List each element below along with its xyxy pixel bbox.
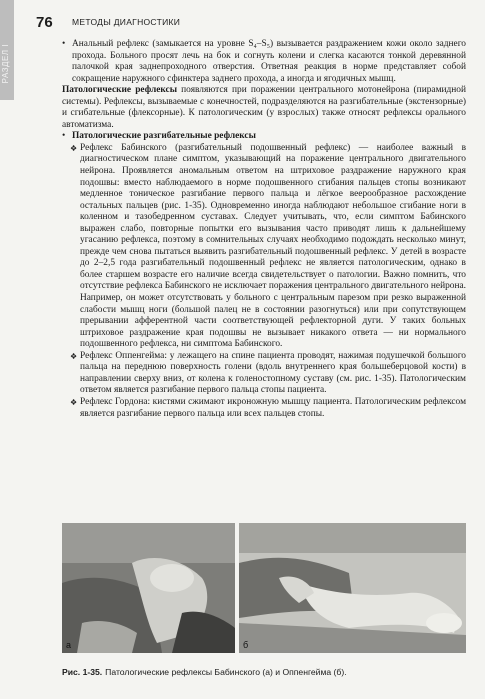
page-number: 76 bbox=[36, 14, 53, 31]
extensor-heading: Патологические разгибательные рефлексы bbox=[72, 131, 256, 142]
caption-text: Патологические рефлексы Бабинского (а) и Оппенгейма (б). bbox=[105, 667, 347, 677]
babinski-photo-illustration bbox=[62, 523, 235, 653]
bullet-marker: • bbox=[62, 39, 66, 49]
diamond-bullet-icon: ❖ bbox=[70, 397, 78, 407]
photo-label-a: а bbox=[66, 640, 72, 650]
babinski-paragraph bbox=[62, 143, 466, 351]
extensor-heading-paragraph bbox=[62, 131, 466, 143]
figure-caption bbox=[62, 667, 472, 677]
pathological-intro-paragraph bbox=[62, 85, 466, 131]
diamond-bullet-icon: ❖ bbox=[70, 351, 78, 361]
photo-oppenheim-reflex bbox=[239, 523, 466, 653]
section-side-tab bbox=[0, 0, 14, 100]
body-text bbox=[62, 39, 466, 420]
babinski-text: Рефлекс Бабинского (разгибательный подошвенный рефлекс) — наиболее важный в диагностическом плане симптом, указывающий на поражение центрального двигательного нейрона. Проявляется аномальным ответом на штриховое раздражение наружного края подошвы: вместо наблюдаемого в норме подошвенного сгибания пальцев стопы возникают медленное тоническое разгибание первого пальца и лёгкое веерообразное расхождение остальных пальцев (рис. 1-35). Одновременно иногда наблюдают небольшое сгибание ноги в коленном и тазобедренном суставах. Следует учитывать, что, если симптом Бабинского выражен слабо, повторные попытки его вызывания часто приводят лишь к дальнейшему угасанию рефлекса, поэтому в сомнительных случаях необходимо подождать несколько минут, прежде чем снова пытаться выявить разгибательный подошвенный рефлекс. У детей в возрасте до 2–2,5 года разгибательный подошвенный рефлекс не является патологическим, однако в более старшем возрасте его наличие всегда свидетельствует о патологии. Важно помнить, что отсутствие рефлекса Бабинского не исключает поражения центрального двигательного нейрона. Например, он может отсутствовать у больного с центральным парезом при резко выраженной слабости мышц ноги (большой палец не в состоянии разогнуться) или при сопутствующем прерывании афферентной части соответствующей рефлекторной дуги. У таких больных штриховое раздражение края подошвы не вызывает никакого ответа — ни нормального подошвенного рефлекса, ни симптома Бабинского. bbox=[80, 142, 466, 350]
section-tab-label: РАЗДЕЛ I bbox=[1, 44, 10, 84]
gordon-text: Рефлекс Гордона: кистями сжимают икроножную мышцу пациента. Патологическим рефлексом является разгибание первого пальца или всех пальцев стопы. bbox=[80, 396, 466, 419]
photo-label-b: б bbox=[243, 640, 249, 650]
photo-babinski-reflex bbox=[62, 523, 235, 653]
oppenheim-paragraph bbox=[62, 351, 466, 397]
gordon-paragraph bbox=[62, 397, 466, 420]
figure-1-35 bbox=[62, 523, 466, 653]
pathological-intro-bold: Патологические рефлексы bbox=[62, 85, 178, 96]
caption-number: Рис. 1-35. bbox=[62, 667, 103, 677]
running-head: МЕТОДЫ ДИАГНОСТИКИ bbox=[72, 17, 181, 27]
pathological-intro-text: появляются при поражении центрального мотонейрона (пирамидной системы). Рефлексы, вызываемые с конечностей, подразделяются на разгибательные (экстензорные) и сгибательные (флексорные). К патологическим (у взрослых) также относят рефлексы орального автоматизма. bbox=[62, 85, 467, 130]
bullet-marker: • bbox=[62, 131, 66, 142]
anal-reflex-text: Анальный рефлекс (замыкается на уровне S₄–S₅) вызывается раздражением кожи около заднего прохода. Больного просят лечь на бок и согнуть колени и слегка касаются тонкой деревянной палочкой края заднепроходного отверстия. Ответная реакция в норме представляет собой сокращение наружного сфинктера заднего прохода, а иногда и ягодичных мышц. bbox=[72, 39, 466, 84]
oppenheim-text: Рефлекс Оппенгейма: у лежащего на спине пациента проводят, нажимая подушечкой большого пальца на переднюю поверхность голени (вдоль внутреннего края большеберцовой кости) в направлении сверху вниз, от колена к голеностопному суставу (см. рис. 1-35). Патологическим ответом является разгибание первого пальца стопы пациента. bbox=[80, 350, 466, 396]
oppenheim-photo-illustration bbox=[239, 523, 466, 653]
anal-reflex-paragraph bbox=[62, 39, 466, 85]
diamond-bullet-icon: ❖ bbox=[70, 143, 78, 153]
page-header bbox=[36, 14, 475, 32]
